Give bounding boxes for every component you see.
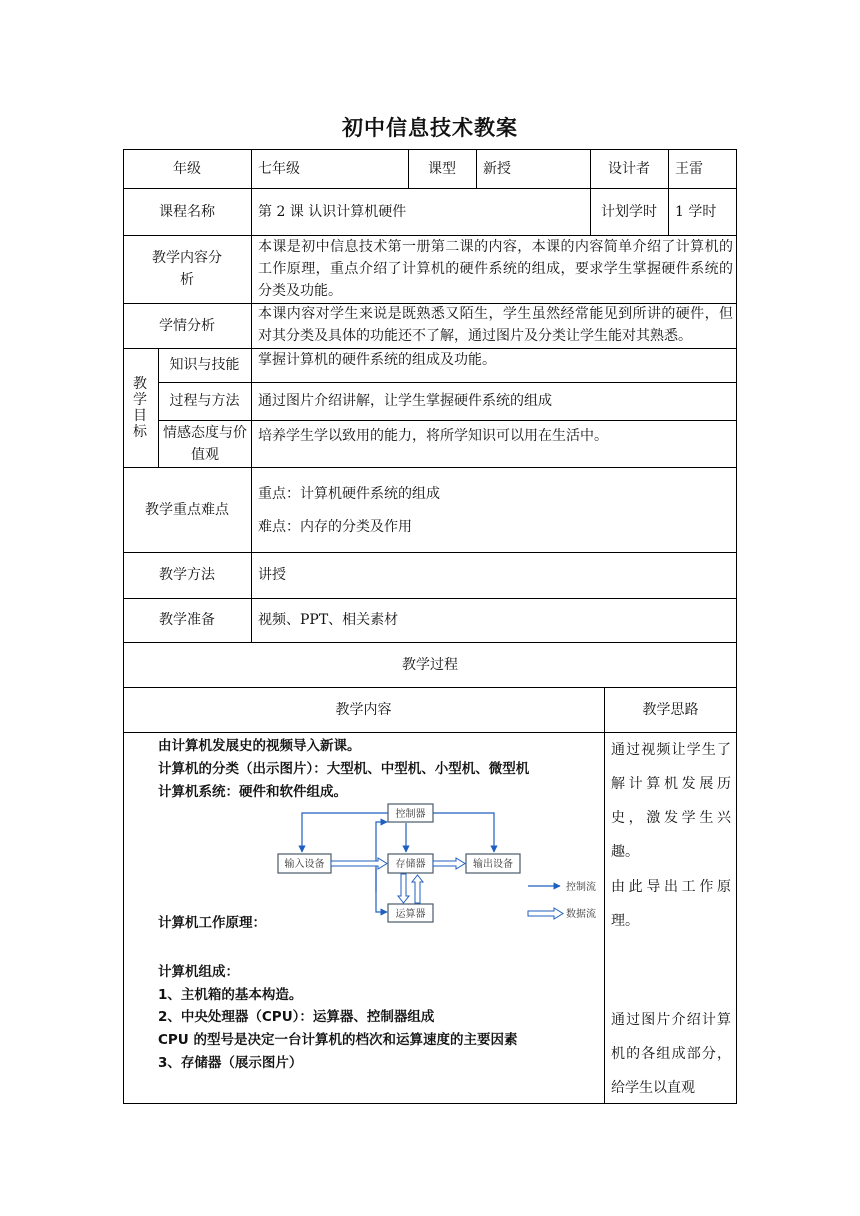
key-point-text: 重点：计算机硬件系统的组成 (258, 486, 440, 502)
type-value: 新授 (483, 160, 511, 177)
output-label: 输出设备 (473, 859, 513, 870)
legend-control-label: 控制流 (566, 882, 596, 893)
work-principle-diagram (270, 800, 600, 928)
designer-value: 王雷 (675, 160, 703, 177)
page-title: 初中信息技术教案 (342, 116, 518, 140)
diagram-legend (528, 880, 596, 920)
process-line: 计算机组成： (158, 964, 239, 980)
preparation-label: 教学准备 (159, 612, 215, 628)
content-header: 教学内容 (335, 701, 392, 718)
student-analysis-text: 本课内容对学生来说是既熟悉又陌生，学生虽然经常能见到所讲的硬件，但对其分类及具体的功能还不了解，通过图片及分类让学生能对其熟悉。 (258, 306, 733, 344)
grade-value: 七年级 (258, 160, 300, 177)
memory-box (388, 854, 433, 873)
process-line: CPU 的型号是决定一台计算机的档次和运算速度的主要因素 (158, 1032, 518, 1048)
alu-box (388, 904, 433, 922)
course-name-label: 课程名称 (159, 203, 215, 220)
process-line: 3、存储器（展示图片） (158, 1055, 303, 1071)
grade-label: 年级 (173, 160, 201, 177)
method-label: 教学方法 (159, 567, 215, 583)
process-line: 计算机的分类（出示图片）：大型机、中型机、小型机、微型机 (158, 761, 530, 777)
col-divider (604, 687, 605, 1104)
emotion-label: 情感态度与价值观 (163, 424, 247, 463)
course-name-value: 第 2 课 认识计算机硬件 (258, 203, 407, 220)
knowledge-label: 知识与技能 (169, 357, 240, 373)
input-label: 输入设备 (284, 859, 325, 870)
process-line: 1、主机箱的基本构造。 (158, 987, 303, 1003)
process-method-label: 过程与方法 (169, 393, 240, 409)
thinking-note-1: 通过视频让学生了解计算机发展历史，激发学生兴趣。 (611, 742, 731, 860)
process-line: 2、中央处理器（CPU）：运算器、控制器组成 (158, 1009, 435, 1025)
knowledge-text: 掌握计算机的硬件系统的组成及功能。 (258, 352, 496, 368)
thinking-note-3: 通过图片介绍计算机的各组成部分，给学生以直观 (611, 1012, 731, 1096)
thinking-header: 教学思路 (642, 701, 699, 718)
process-line: 计算机系统：硬件和软件组成。 (158, 784, 347, 800)
preparation-value: 视频、PPT、相关素材 (258, 612, 399, 628)
controller-box (388, 804, 433, 822)
process-line: 由计算机发展史的视频导入新课。 (158, 738, 361, 754)
designer-label: 设计者 (608, 160, 650, 177)
type-label: 课型 (428, 160, 456, 177)
input-box (278, 854, 331, 873)
hours-label: 计划学时 (601, 203, 657, 220)
key-points-label: 教学重点难点 (145, 501, 229, 518)
objectives-label: 教学目标 (133, 376, 147, 440)
process-title: 教学过程 (402, 656, 458, 673)
process-line: 计算机工作原理： (158, 915, 266, 931)
process-method-text: 通过图片介绍讲解，让学生掌握硬件系统的组成 (258, 393, 552, 409)
controller-label: 控制器 (395, 809, 426, 820)
content-analysis-label: 教学内容分析 (152, 250, 222, 288)
output-box (466, 854, 520, 873)
legend-data-label: 数据流 (566, 909, 596, 920)
memory-label: 存储器 (395, 859, 426, 870)
emotion-text: 培养学生学以致用的能力，将所学知识可以用在生活中。 (258, 428, 608, 444)
student-analysis-label: 学情分析 (159, 317, 215, 334)
hours-value: 1 学时 (675, 203, 717, 220)
content-analysis-text: 本课是初中信息技术第一册第二课的内容，本课的内容简单介绍了计算机的工作原理，重点介绍了计算机的硬件系统的组成，要求学生掌握硬件系统的分类及功能。 (258, 239, 733, 299)
alu-label: 运算器 (395, 909, 426, 920)
thinking-note-2: 由此导出工作原理。 (611, 879, 731, 929)
method-value: 讲授 (258, 567, 286, 583)
difficult-point-text: 难点：内存的分类及作用 (258, 519, 412, 535)
data-flow-legend-arrow (528, 908, 563, 919)
